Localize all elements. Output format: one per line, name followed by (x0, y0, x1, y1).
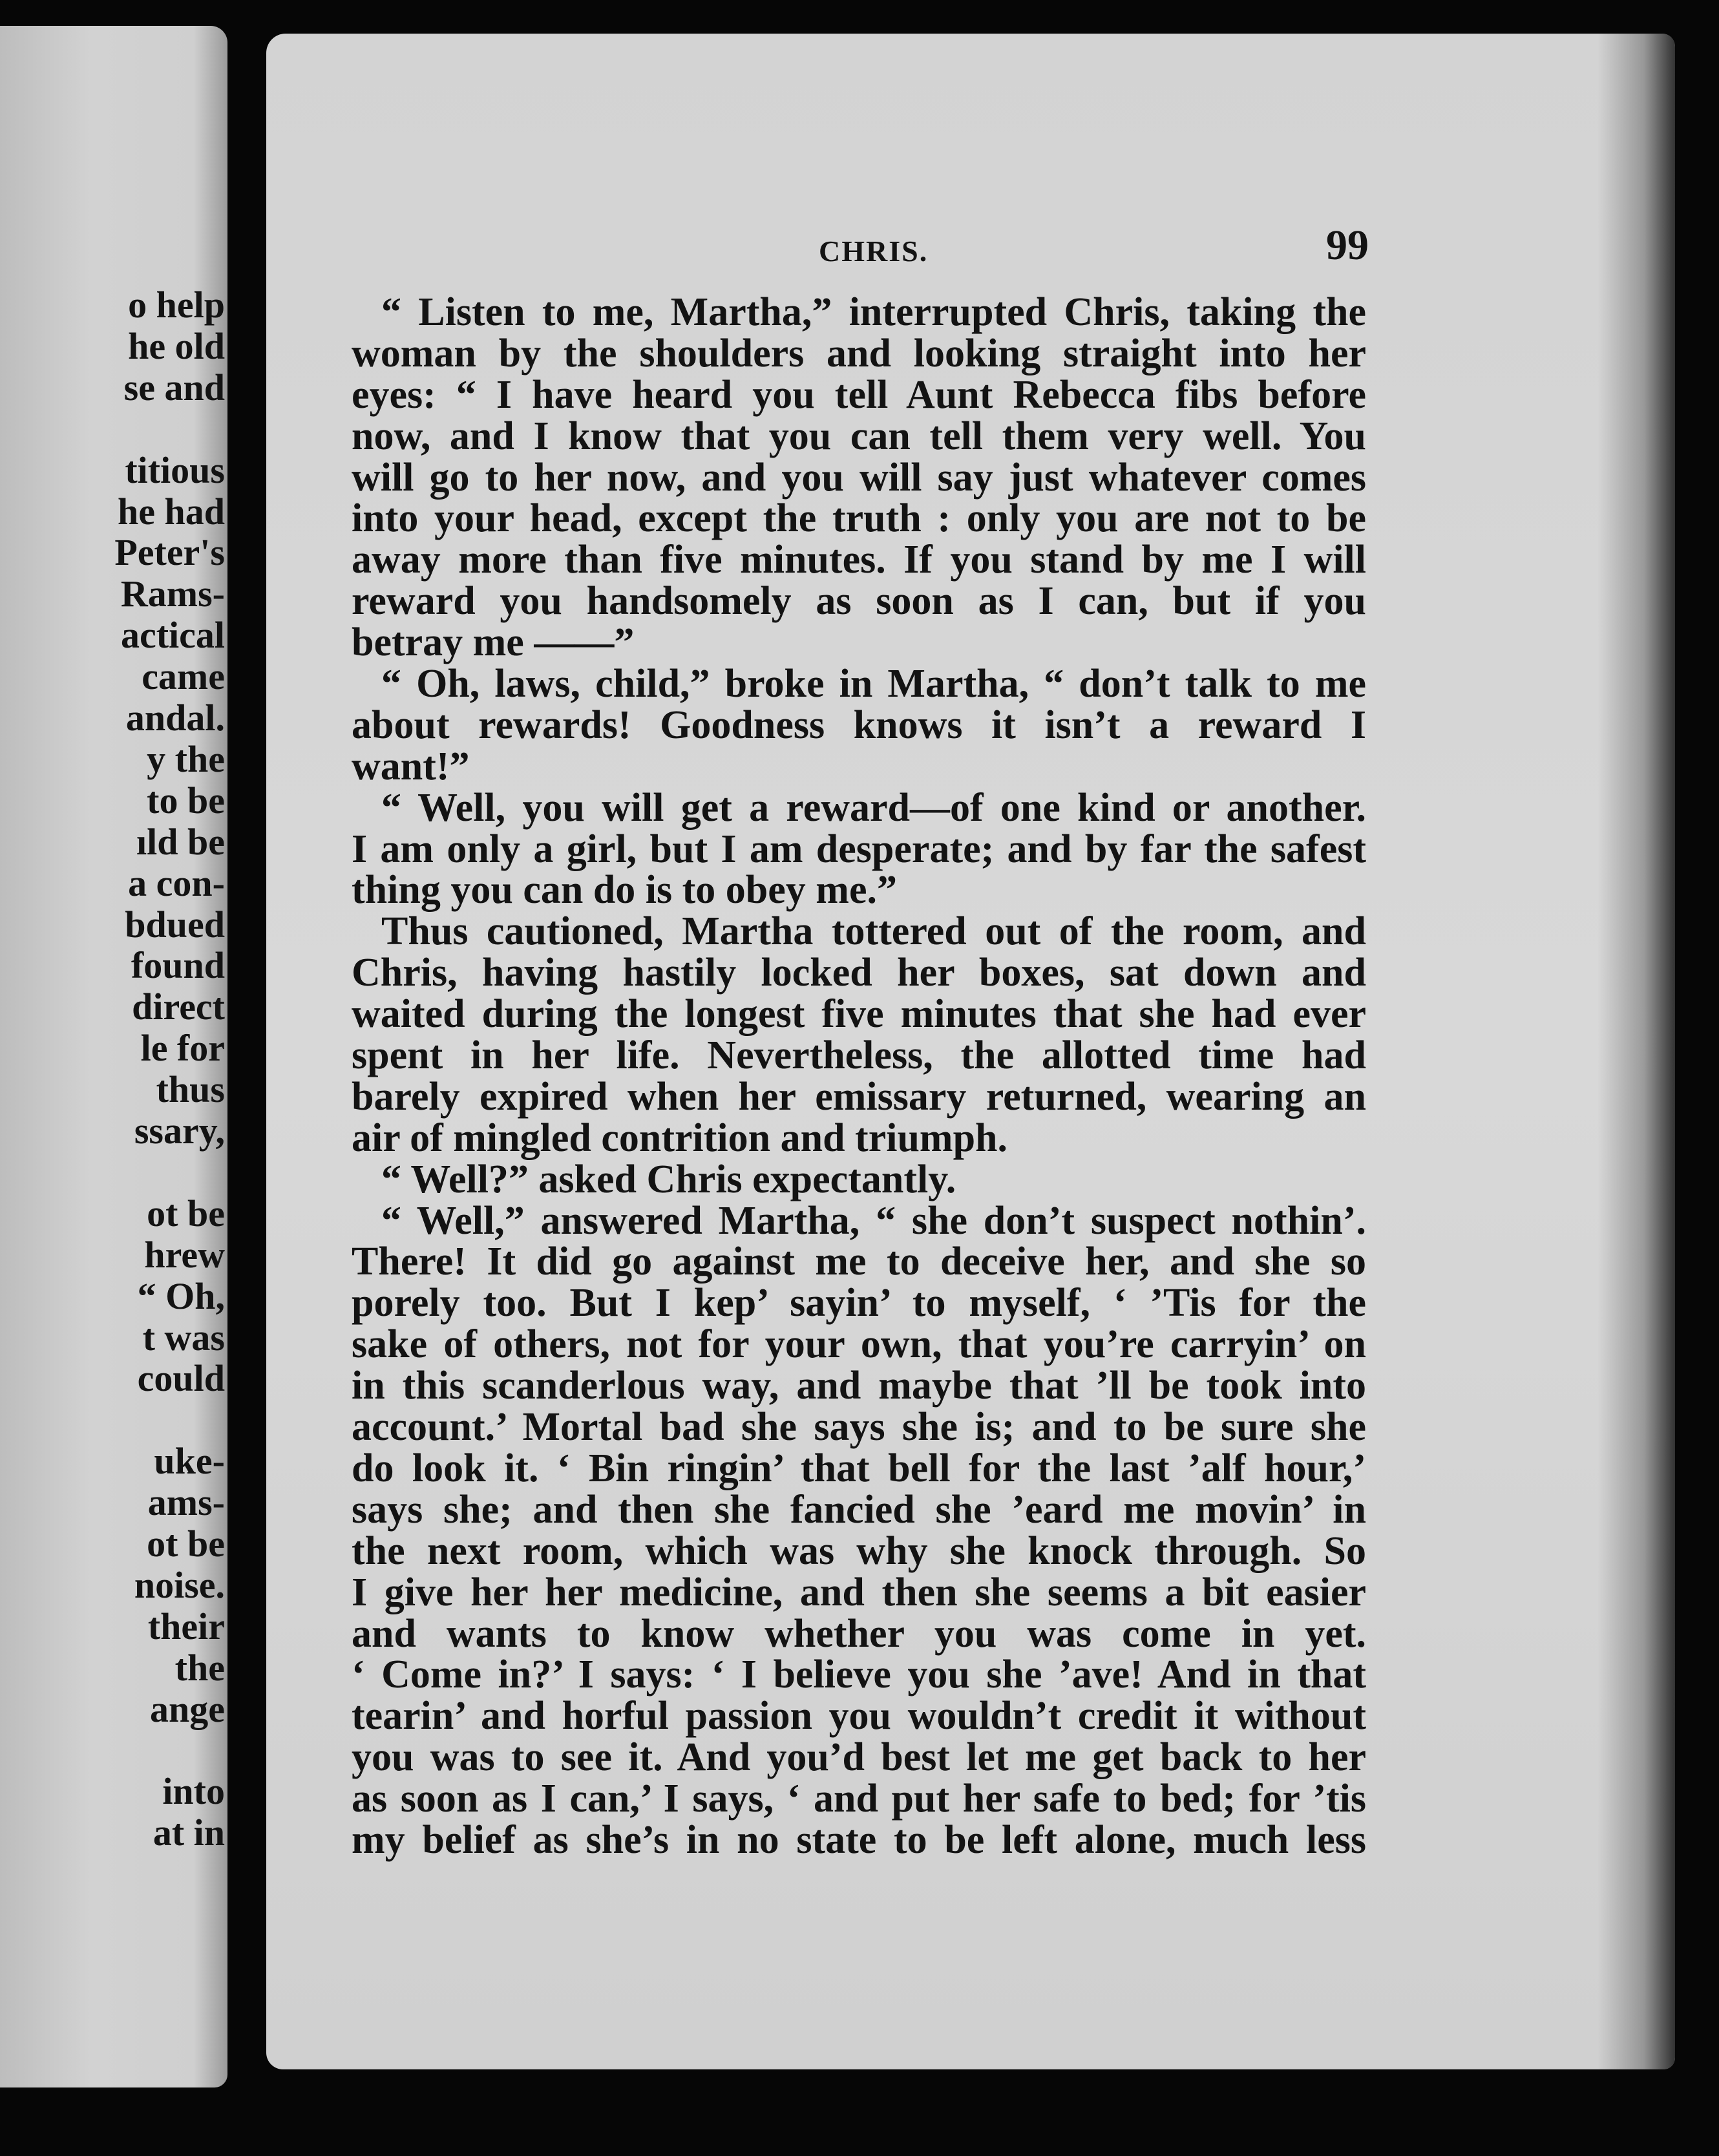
previous-page-line-fragment: t was (142, 1316, 225, 1358)
text-line: “ Well, you will get a reward—of one kind or another. (381, 785, 1366, 830)
page-header (266, 221, 1675, 292)
current-page (266, 34, 1675, 2069)
previous-page-line-fragment: to be (147, 779, 225, 821)
previous-page-line-fragment: le for (140, 1027, 225, 1070)
previous-page-line-fragment: he had (117, 490, 225, 533)
text-line: Chris, having hastily locked her boxes, sat down and (352, 951, 1366, 995)
previous-page-line-fragment: could (137, 1357, 225, 1400)
text-line: will go to her now, and you will say just whatever comes (352, 455, 1366, 500)
previous-page-line-fragment: “ Oh, (137, 1274, 225, 1317)
text-line: “ Oh, laws, child,” broke in Martha, “ don’t talk to me (381, 662, 1366, 706)
text-line: “ Well?” asked Chris expectantly. (381, 1157, 956, 1201)
previous-page-line-fragment: he old (128, 324, 225, 367)
previous-page-line-fragment: hrew (144, 1233, 225, 1276)
text-line: Thus cautioned, Martha tottered out of the room, and (381, 909, 1366, 954)
text-line: I give her her medicine, and then she seems a bit easier (352, 1570, 1366, 1614)
text-line: want!” (352, 744, 470, 788)
body-text (352, 292, 1366, 1861)
page-number: 99 (1326, 222, 1369, 269)
previous-page-line-fragment: se and (123, 366, 225, 408)
text-line: sake of others, not for your own, that you’re carryin’ on (352, 1322, 1366, 1367)
previous-page-line-fragment: ams- (147, 1481, 225, 1524)
text-line: about rewards! Goodness knows it isn’t a reward I (352, 703, 1366, 747)
text-line: and wants to know whether you was come in yet. (352, 1611, 1366, 1656)
previous-page-line-fragment: bdued (125, 903, 225, 946)
text-line: the next room, which was why she knock through. So (352, 1528, 1366, 1573)
previous-page-line-fragment: ot be (147, 1523, 225, 1565)
previous-page-line-fragment: at in (153, 1812, 225, 1854)
text-line: do look it. ‘ Bin ringin’ that bell for the last ’alf hour,’ (352, 1446, 1366, 1490)
text-line: into your head, except the truth : only you are not to be (352, 496, 1366, 541)
text-line: my belief as she’s in no state to be left alone, much less (352, 1817, 1366, 1862)
text-line: tearin’ and horful passion you wouldn’t credit it without (352, 1694, 1366, 1739)
previous-page-line-fragment: a con- (128, 861, 225, 904)
text-line: as soon as I can,’ I says, ‘ and put her safe to bed; for ’tis (352, 1777, 1366, 1821)
previous-page-line-fragment: ot be (147, 1192, 225, 1234)
text-line: barely expired when her emissary returned, wearing an (352, 1074, 1366, 1119)
text-line: account.’ Mortal bad she says she is; and to be sure she (352, 1405, 1366, 1450)
previous-page-line-fragment: noise. (134, 1563, 225, 1606)
previous-page-line-fragment: their (147, 1605, 225, 1647)
previous-page-line-fragment: found (131, 944, 225, 987)
previous-page-line-fragment: thus (156, 1068, 225, 1111)
text-line: air of mingled contrition and triumph. (352, 1115, 1008, 1160)
text-line: you was to see it. And you’d best let me get back to her (352, 1735, 1366, 1780)
text-line: thing you can do is to obey me.” (352, 868, 897, 913)
text-line: says she; and then she fancied she ’eard me movin’ in (352, 1487, 1366, 1532)
text-line: in this scanderlous way, and maybe that ’ll be took into (352, 1364, 1366, 1408)
previous-page-fragment (0, 26, 227, 2087)
running-title: CHRIS. (819, 235, 929, 268)
text-line: There! It did go against me to deceive her, and she so (352, 1240, 1366, 1284)
previous-page-line-fragment: ssary, (134, 1110, 225, 1152)
text-line: waited during the longest five minutes that she had ever (352, 992, 1366, 1037)
text-line: woman by the shoulders and looking straight into her (352, 331, 1366, 375)
text-line: “ Well,” answered Martha, “ she don’t suspect nothin’. (381, 1198, 1366, 1243)
previous-page-line-fragment: actical (120, 614, 225, 657)
previous-page-line-fragment: titious (125, 449, 225, 491)
text-line: eyes: “ I have heard you tell Aunt Rebecca fibs before (352, 372, 1366, 417)
text-line: porely too. But I kep’ sayin’ to myself, ‘ ’Tis for the (352, 1281, 1366, 1326)
previous-page-line-fragment: Rams- (120, 573, 225, 615)
previous-page-line-fragment: the (174, 1646, 225, 1689)
previous-page-line-fragment: andal. (125, 697, 225, 739)
text-line: “ Listen to me, Martha,” interrupted Chris, taking the (381, 290, 1366, 334)
text-line: away more than five minutes. If you stand by me I will (352, 538, 1366, 582)
previous-page-line-fragment: came (142, 655, 225, 698)
previous-page-line-fragment: uke- (154, 1440, 225, 1483)
text-line: I am only a girl, but I am desperate; and by far the safest (352, 827, 1366, 871)
previous-page-line-fragment: Peter's (114, 531, 225, 574)
previous-page-line-fragment: ıld be (136, 820, 225, 863)
previous-page-line-fragment: direct (132, 986, 225, 1028)
text-line: now, and I know that you can tell them very well. You (352, 414, 1366, 458)
text-line: reward you handsomely as soon as I can, but if you (352, 579, 1366, 624)
text-line: betray me ——” (352, 620, 635, 665)
previous-page-line-fragment: into (162, 1770, 225, 1813)
previous-page-line-fragment: y the (147, 737, 225, 780)
text-line: ‘ Come in?’ I says: ‘ I believe you she ’ave! And in that (352, 1653, 1366, 1697)
text-line: spent in her life. Nevertheless, the allotted time had (352, 1033, 1366, 1078)
previous-page-line-fragment: o help (128, 284, 225, 326)
previous-page-line-fragment: ange (150, 1687, 225, 1730)
